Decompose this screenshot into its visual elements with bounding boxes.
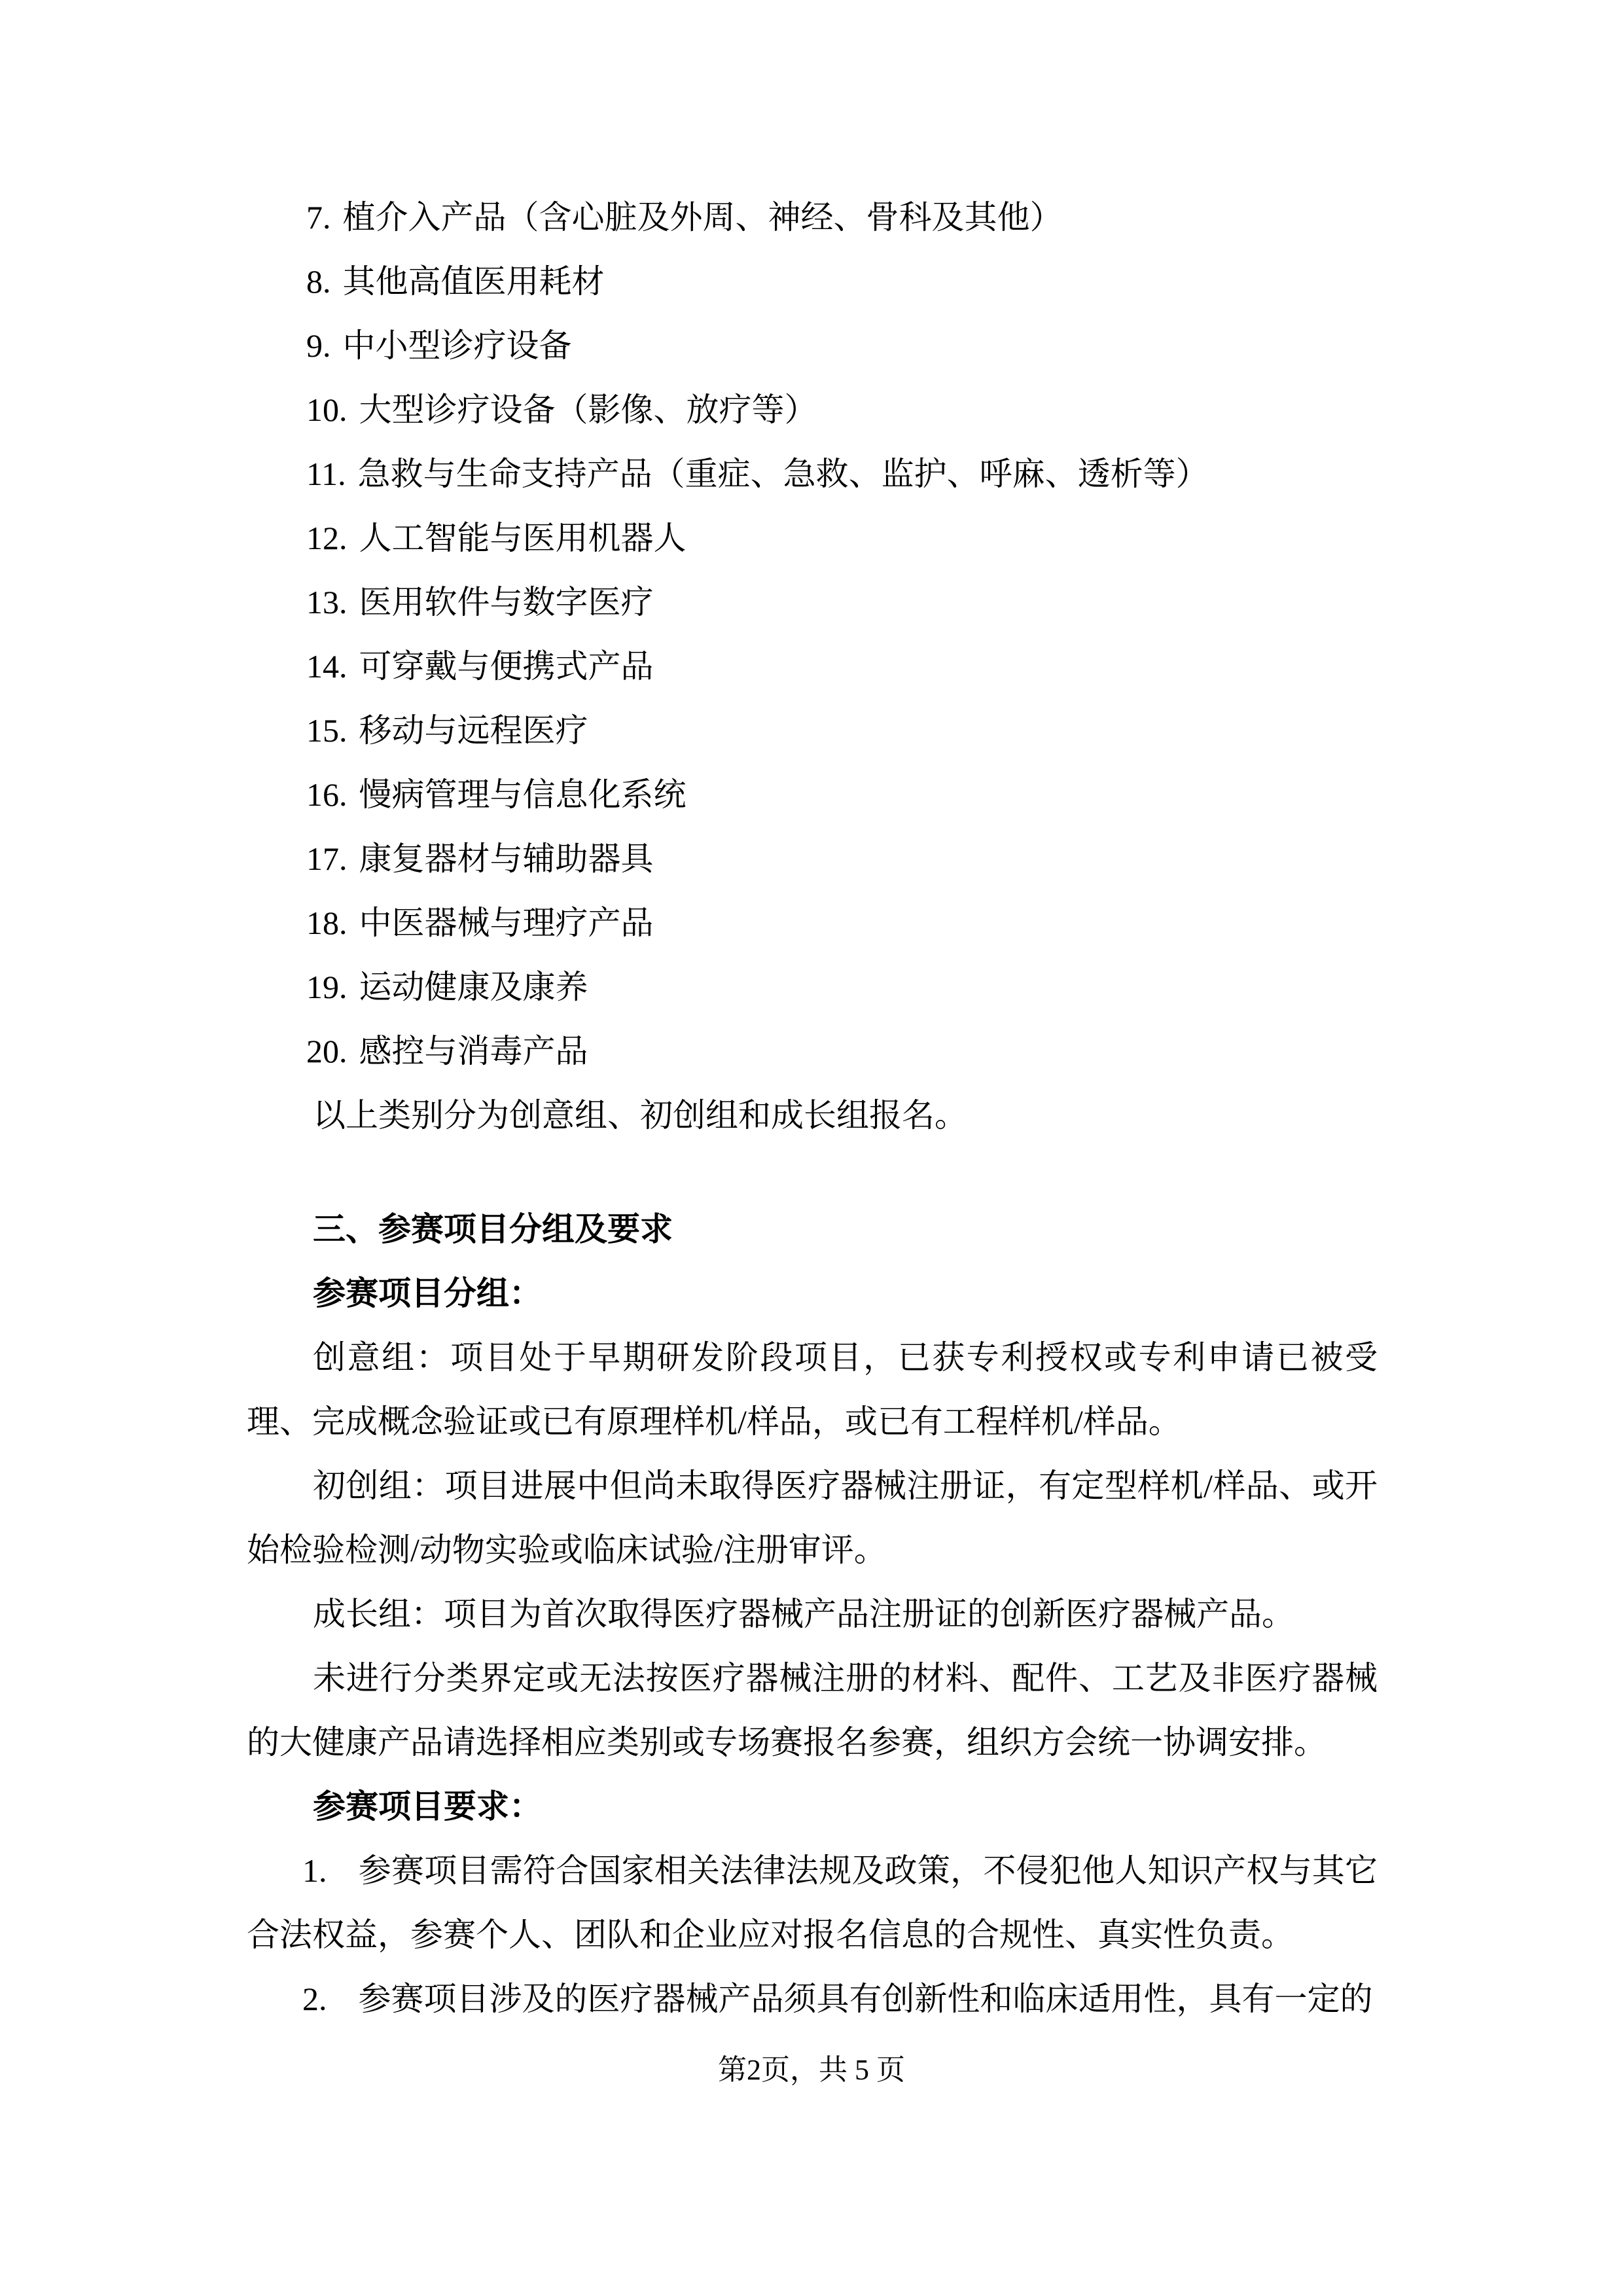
category-number: 13.	[306, 584, 348, 620]
category-item	[247, 570, 1378, 634]
category-number: 20.	[306, 1033, 348, 1069]
category-number: 16.	[306, 776, 348, 813]
category-number: 11.	[306, 456, 346, 492]
paragraph-unclassified-products: 未进行分类界定或无法按医疗器械注册的材料、配件、工艺及非医疗器械的大健康产品请选择相应类别或专场赛报名参赛，组织方会统一协调安排。	[247, 1660, 1378, 1761]
requirement-item	[247, 1839, 1378, 1967]
section-heading: 三、参赛项目分组及要求	[313, 1211, 673, 1247]
category-number: 17.	[306, 840, 348, 877]
category-item	[247, 249, 1378, 314]
category-text: 其他高值医用耗材	[342, 263, 605, 300]
category-item	[247, 506, 1378, 570]
paragraph-growth-group: 成长组：项目为首次取得医疗器械产品注册证的创新医疗器械产品。	[313, 1596, 1294, 1632]
category-number: 19.	[306, 969, 348, 1005]
category-text: 感控与消毒产品	[359, 1033, 588, 1069]
category-number: 10.	[306, 391, 348, 428]
requirement-text: 参赛项目涉及的医疗器械产品须具有创新性和临床适用性，具有一定的	[358, 1981, 1373, 2017]
requirement-item	[247, 1967, 1378, 2031]
category-item	[247, 698, 1378, 762]
category-item	[247, 891, 1378, 955]
category-item	[247, 634, 1378, 698]
category-item	[247, 762, 1378, 827]
category-number: 9.	[306, 327, 331, 364]
category-item	[247, 827, 1378, 891]
category-item	[247, 185, 1378, 249]
paragraph-creative-group: 创意组：项目处于早期研发阶段项目，已获专利授权或专利申请已被受理、完成概念验证或已有原理样机/样品，或已有工程样机/样品。	[247, 1339, 1378, 1440]
category-item	[247, 1019, 1378, 1083]
category-text: 中医器械与理疗产品	[359, 905, 654, 941]
category-text: 移动与远程医疗	[359, 712, 588, 749]
category-item	[247, 378, 1378, 442]
category-text: 医用软件与数字医疗	[359, 584, 654, 620]
requirement-number: 1.	[302, 1852, 327, 1889]
category-text: 植介入产品（含心脏及外周、神经、骨科及其他）	[342, 199, 1063, 236]
category-item	[247, 442, 1378, 506]
category-number: 18.	[306, 905, 348, 941]
category-text: 中小型诊疗设备	[342, 327, 572, 364]
page-footer: 第2页，共 5 页	[718, 2054, 905, 2086]
category-text: 慢病管理与信息化系统	[359, 776, 687, 813]
category-text: 可穿戴与便携式产品	[359, 648, 654, 685]
category-number: 12.	[306, 520, 348, 556]
grouping-heading: 参赛项目分组：	[313, 1275, 542, 1312]
category-text: 急救与生命支持产品（重症、急救、监护、呼麻、透析等）	[357, 456, 1209, 492]
category-text: 康复器材与辅助器具	[359, 840, 654, 877]
requirement-text: 参赛项目需符合国家相关法律法规及政策，不侵犯他人知识产权与其它合法权益，参赛个人、团队和企业应对报名信息的合规性、真实性负责。	[247, 1852, 1378, 1953]
category-text: 人工智能与医用机器人	[359, 520, 687, 556]
category-number: 7.	[306, 199, 331, 236]
categories-note: 以上类别分为创意组、初创组和成长组报名。	[313, 1097, 967, 1134]
requirement-number: 2.	[302, 1981, 327, 2017]
category-text: 大型诊疗设备（影像、放疗等）	[359, 391, 817, 428]
category-item	[247, 955, 1378, 1019]
category-number: 8.	[306, 263, 331, 300]
category-number: 15.	[306, 712, 348, 749]
category-item	[247, 314, 1378, 378]
paragraph-startup-group: 初创组：项目进展中但尚未取得医疗器械注册证，有定型样机/样品、或开始检验检测/动物实验或临床试验/注册审评。	[247, 1467, 1378, 1568]
requirements-heading: 参赛项目要求：	[313, 1788, 542, 1825]
category-number: 14.	[306, 648, 348, 685]
category-text: 运动健康及康养	[359, 969, 588, 1005]
document-body	[247, 185, 1378, 2031]
